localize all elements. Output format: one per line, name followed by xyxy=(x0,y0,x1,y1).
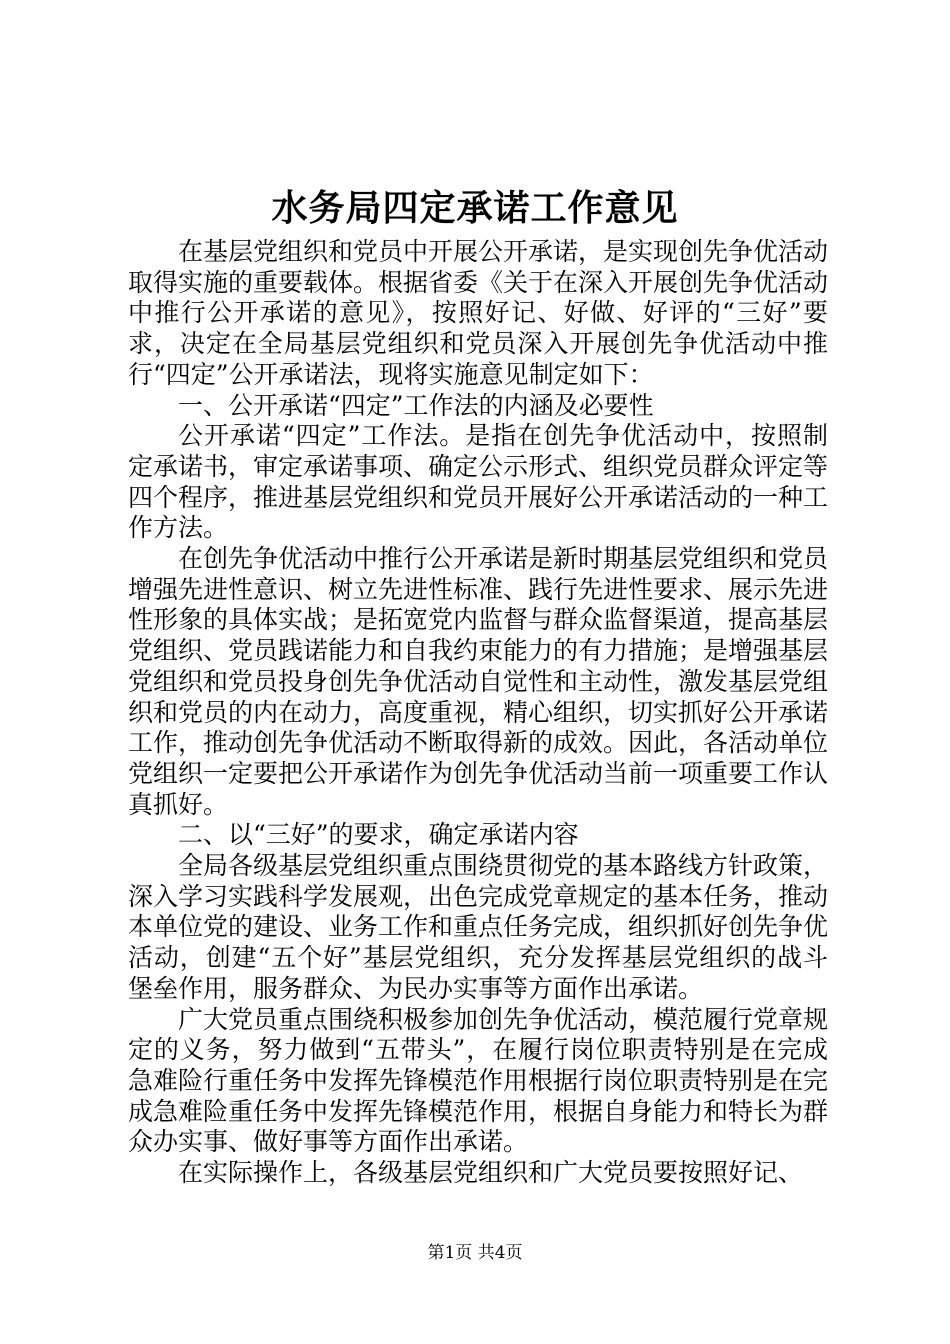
paragraph-intro: 在基层党组织和党员中开展公开承诺，是实现创先争优活动取得实施的重要载体。根据省委《关于在深入开展创先争优活动中推行公开承诺的意见》，按照好记、好做、好评的“三好”要求，决定在全局基层党组织和党员深入开展创先争优活动中推行“四定”公开承诺法，现将实施意见制定如下： xyxy=(128,237,829,389)
paragraph-significance: 在创先争优活动中推行公开承诺是新时期基层党组织和党员增强先进性意识、树立先进性标准、践行先进性要求、展示先进性形象的具体实战；是拓宽党内监督与群众监督渠道，提高基层党组织、党员践诺能力和自我约束能力的有力措施；是增强基层党组织和党员投身创先争优活动自觉性和主动性，激发基层党组织和党员的内在动力，高度重视，精心组织，切实抓好公开承诺工作，推动创先争优活动不断取得新的成效。因此，各活动单位党组织一定要把公开承诺作为创先争优活动当前一项重要工作认真抓好。 xyxy=(128,544,829,819)
section-heading-2: 二、以“三好”的要求，确定承诺内容 xyxy=(178,820,579,850)
paragraph-organization-commitments: 全局各级基层党组织重点围绕贯彻党的基本路线方针政策，深入学习实践科学发展观，出色完成党章规定的基本任务，推动本单位党的建设、业务工作和重点任务完成，组织抓好创先争优活动，创建“五个好”基层党组织，充分发挥基层党组织的战斗堡垒作用，服务群众、为民办实事等方面作出承诺。 xyxy=(128,851,829,1003)
page-number-footer: 第1页 共4页 xyxy=(427,1243,523,1263)
section-heading-1: 一、公开承诺“四定”工作法的内涵及必要性 xyxy=(178,390,654,420)
paragraph-practice: 在实际操作上，各级基层党组织和广大党员要按照好记、 xyxy=(178,1158,804,1188)
paragraph-definition: 公开承诺“四定”工作法。是指在创先争优活动中，按照制定承诺书，审定承诺事项、确定公示形式、组织党员群众评定等四个程序，推进基层党组织和党员开展好公开承诺活动的一种工作方法。 xyxy=(128,421,829,543)
document-title: 水务局四定承诺工作意见 xyxy=(271,187,679,229)
document-body xyxy=(128,237,828,1189)
paragraph-member-commitments: 广大党员重点围绕积极参加创先争优活动，模范履行党章规定的义务，努力做到“五带头”，在履行岗位职责特别是在完成急难险行重任务中发挥先锋模范作用根据行岗位职责特别是在完成急难险重任务中发挥先锋模范作用，根据自身能力和特长为群众办实事、做好事等方面作出承诺。 xyxy=(128,1004,829,1157)
